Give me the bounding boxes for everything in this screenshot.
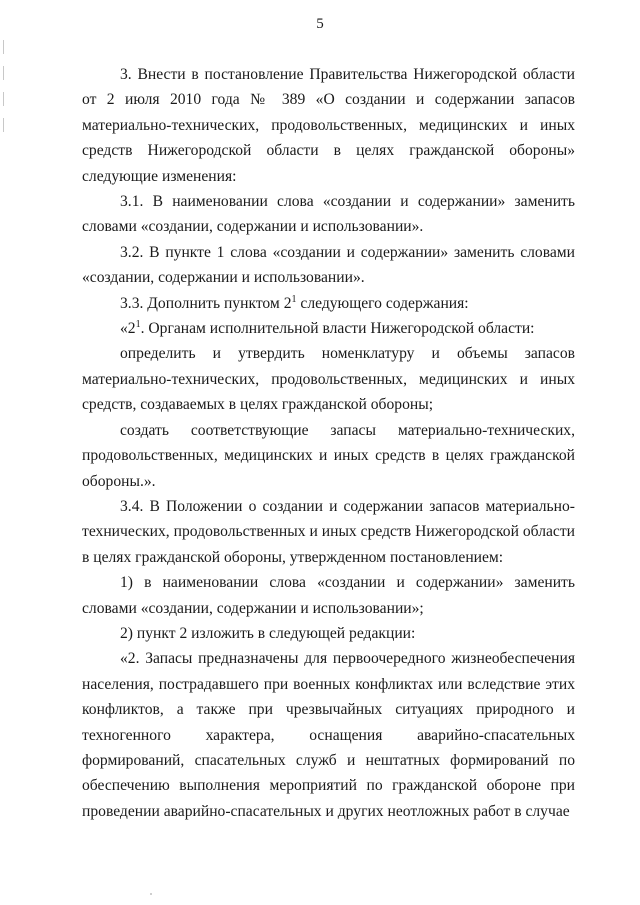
scan-margin-marks bbox=[3, 40, 5, 150]
paragraph-2-1-heading bbox=[82, 316, 575, 341]
paragraph-3: 3. Внести в постановление Правительства Нижегородской области от 2 июля 2010 года № 389 «О создании и содержании запасов материально-технических, продовольственных, медицинских и иных средств Нижегородской области в целях гражданской обороны» следующие изменения: bbox=[82, 66, 575, 185]
paragraph-3-1: 3.1. В наименовании слова «создании и содержании» заменить словами «создании, содержании и использовании». bbox=[82, 193, 575, 236]
paragraph-3-3-text: 3.3. Дополнить пунктом 2 bbox=[120, 294, 292, 312]
page-number: 5 bbox=[316, 16, 324, 32]
paragraph-define: определить и утвердить номенклатуру и объемы запасов материально-технических, продовольственных, медицинских и иных средств, создаваемых в целях гражданской обороны; bbox=[82, 345, 575, 414]
paragraph-2-1-lead: «2 bbox=[120, 320, 136, 338]
paragraph-item-1: 1) в наименовании слова «создании и содержании» заменить словами «создании, содержании и использовании»; bbox=[82, 574, 575, 617]
paragraph-3-2: 3.2. В пункте 1 слова «создании и содержании» заменить словами «создании, содержании и использовании». bbox=[82, 243, 575, 287]
paragraph-create: создать соответствующие запасы материально-технических, продовольственных, медицинских и иных средств в целях гражданской обороны.». bbox=[82, 421, 575, 490]
superscript-marker: 1 bbox=[291, 293, 297, 305]
paragraph-new-2: «2. Запасы предназначены для первоочередного жизнеобеспечения населения, пострадавшего при военных конфликтах или вследствие этих конфликтов, а также при чрезвычайных ситуациях природного и техногенного характера, оснащения аварийно-спасательных формирований, спасательных служб и нештатных формирований по обеспечению выполнения мероприятий по гражданской обороне при проведении аварийно-спасательных и других неотложных работ в случае bbox=[82, 650, 575, 820]
paragraph-3-4: 3.4. В Положении о создании и содержании запасов материально-технических, продовольственных и иных средств Нижегородской области в целях гражданской обороны, утвержденном постановлением: bbox=[82, 497, 575, 566]
scan-dot bbox=[150, 893, 152, 895]
paragraph-3-3-tail: следующего содержания: bbox=[296, 294, 469, 312]
paragraph-2-1-tail: . Органам исполнительной власти Нижегородской области: bbox=[140, 320, 535, 338]
document-body bbox=[82, 62, 575, 824]
superscript-marker: 1 bbox=[135, 319, 141, 331]
paragraph-item-2: 2) пункт 2 изложить в следующей редакции: bbox=[120, 624, 416, 642]
paragraph-3-3 bbox=[82, 291, 575, 316]
